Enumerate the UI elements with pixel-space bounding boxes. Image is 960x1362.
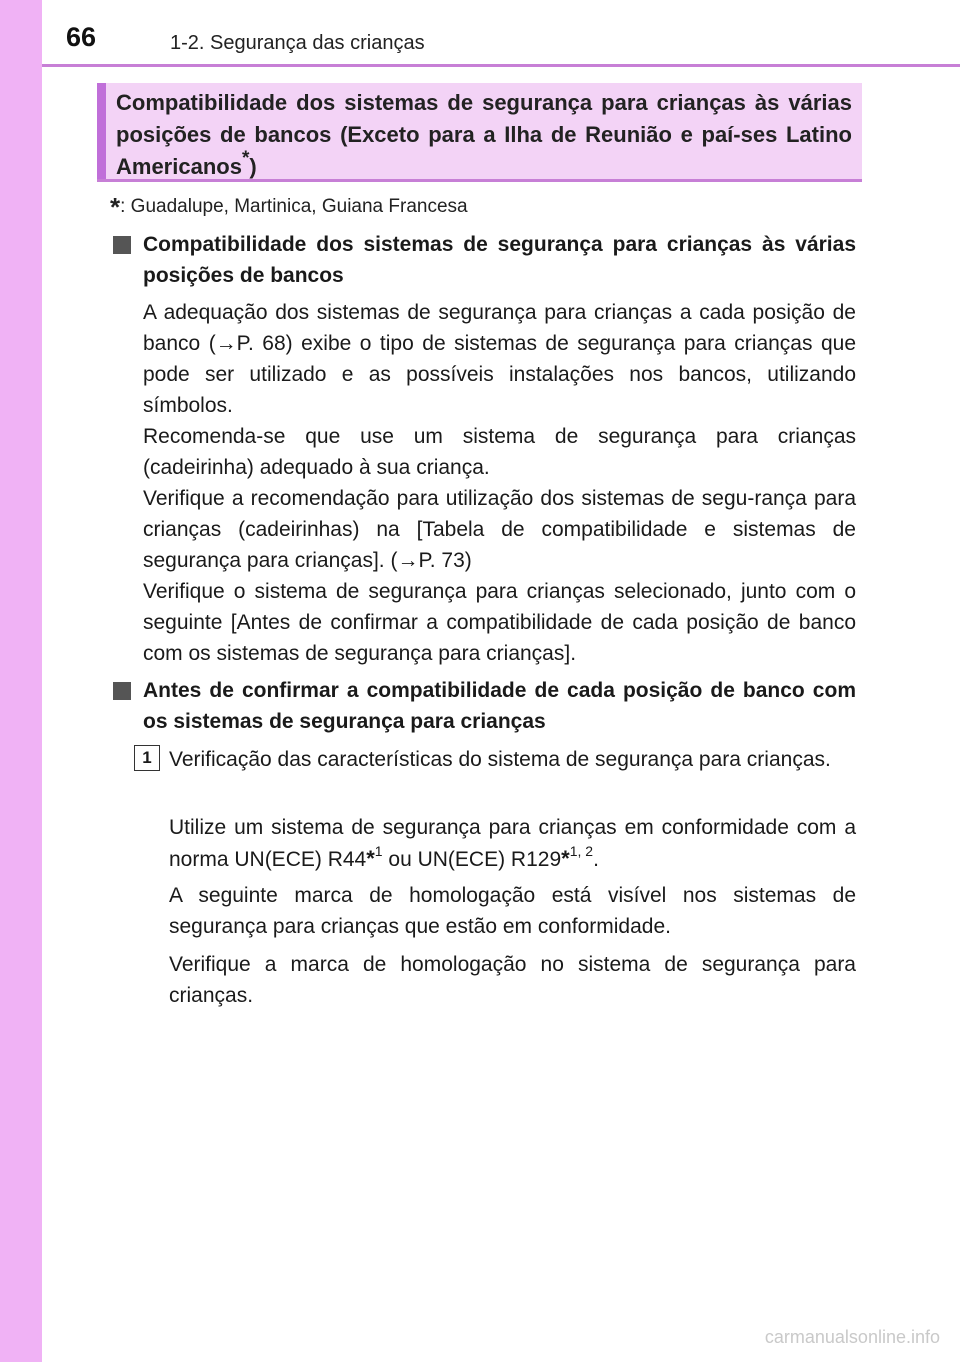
watermark: carmanualsonline.info	[764, 1327, 940, 1347]
footnote	[110, 192, 468, 223]
standards-text-b: ou UN(ECE) R129	[382, 848, 562, 871]
chapter-title: 1-2. Segurança das crianças	[170, 32, 425, 54]
paragraph-adequacy: A adequação dos sistemas de segurança para crianças a cada posição de banco (→P. 68) exibe o tipo de sistemas de segurança para crianças que pode ser utilizado e as possíveis instalações nos bancos, utilizando símbolos.	[143, 301, 856, 417]
footnote-ref: 1, 2	[569, 843, 594, 859]
paragraph-homologation-mark: A seguinte marca de homologação está visível nos sistemas de segurança para crianças que estão em conformidade.	[169, 884, 856, 938]
page-number: 66	[66, 22, 97, 52]
footnote-star: *	[110, 192, 121, 222]
step-number-badge: 1	[134, 745, 160, 771]
footnote-text: : Guadalupe, Martinica, Guiana Francesa	[120, 196, 468, 217]
standards-text-a: Utilize um sistema de segurança para crianças em conformidade com a norma UN(ECE) R44	[169, 816, 856, 871]
subheading-compatibility: Compatibilidade dos sistemas de segurança para crianças às várias posições de bancos	[143, 233, 856, 287]
subheading-before-confirming: Antes de confirmar a compatibilidade de cada posição de banco com os sistemas de segurança para crianças	[143, 679, 856, 733]
square-bullet-icon	[113, 236, 131, 254]
side-color-band	[0, 0, 42, 1362]
title-close-paren: )	[249, 154, 257, 179]
paragraph-recommendation: Recomenda-se que use um sistema de segurança para crianças (cadeirinha) adequado à sua criança.	[143, 425, 856, 479]
title-footnote-marker: *	[241, 147, 250, 169]
paragraph-verify-mark: Verifique a marca de homologação no sistema de segurança para crianças.	[169, 953, 856, 1007]
paragraph-standards	[169, 812, 856, 875]
section-title-text: Compatibilidade dos sistemas de segurança para crianças às várias posições de bancos (Exceto para a Ilha de Reunião e paí-ses Latino Americanos	[116, 90, 852, 179]
square-bullet-icon	[113, 682, 131, 700]
title-accent-bar	[97, 83, 106, 179]
footnote-ref: 1	[374, 843, 383, 859]
paragraph-verify-selected: Verifique o sistema de segurança para crianças selecionado, junto com o seguinte [Antes de confirmar a compatibilidade de cada posição de banco com os sistemas de segurança para crianças].	[143, 580, 856, 665]
section-title	[116, 87, 852, 183]
step-1-text: Verificação das características do sistema de segurança para crianças.	[169, 748, 831, 771]
section-title-box	[97, 83, 862, 182]
header-divider	[42, 64, 960, 67]
footnote-star: *	[561, 846, 570, 871]
footnote-star: *	[366, 846, 375, 871]
standards-text-end: .	[593, 848, 599, 871]
paragraph-verify-table: Verifique a recomendação para utilização dos sistemas de segu-rança para crianças (cadeirinhas) na [Tabela de compatibilidade e sistemas de segurança para crianças]. (→P. 73)	[143, 487, 856, 572]
